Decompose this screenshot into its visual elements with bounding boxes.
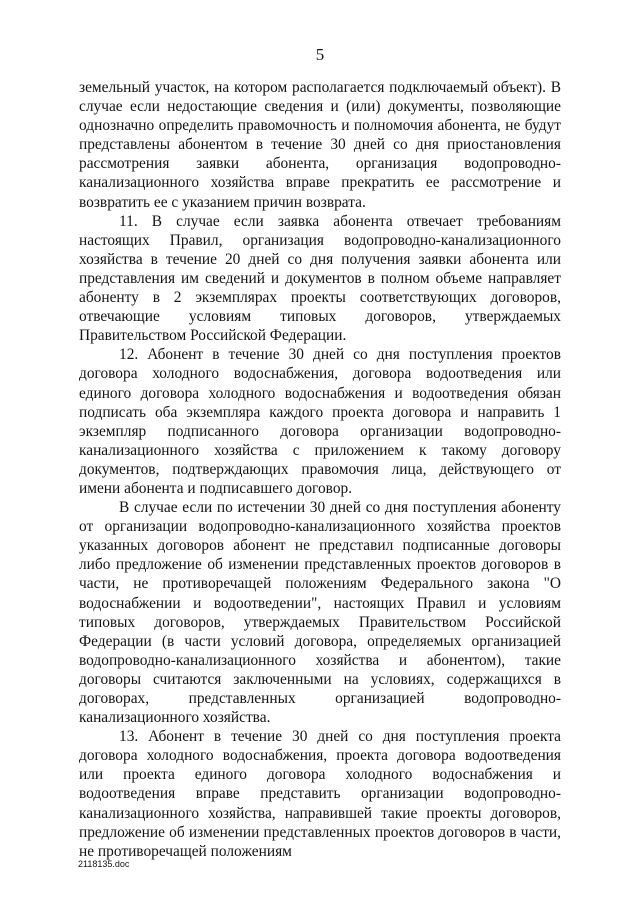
document-body	[79, 78, 561, 861]
footer-filename: 2118135.doc	[78, 859, 130, 869]
paragraph-12: 12. Абонент в течение 30 дней со дня поступления проектов договора холодного водоснабжения, договора водоотведения или единого договора холодного водоснабжения и водоотведения обязан подписать оба экземпляра каждого проекта договора и направить 1 экземпляр подписанного договора организации водопроводно-канализационного хозяйства с приложением к такому договору документов, подтверждающих правомочия лица, действующего от имени абонента и подписавшего договор.	[79, 346, 561, 497]
paragraph-continuation: земельный участок, на котором располагается подключаемый объект). В случае если недостающие сведения и (или) документы, позволяющие однозначно определить правомочность и полномочия абонента, не будут представлены абонентом в течение 30 дней со дня приостановления рассмотрения заявки абонента, организация водопроводно-канализационного хозяйства вправе прекратить ее рассмотрение и возвратить ее с указанием причин возврата.	[79, 79, 561, 211]
paragraph-13: 13. Абонент в течение 30 дней со дня поступления проекта договора холодного водоснабжения, проекта договора водоотведения или проекта единого договора холодного водоснабжения и водоотведения вправе представить организации водопроводно-канализационного хозяйства, направившей такие проекты договоров, предложение об изменении представленных проектов договоров в части, не противоречащей положениям	[79, 728, 561, 860]
paragraph-11: 11. В случае если заявка абонента отвечает требованиям настоящих Правил, организация водопроводно-канализационного хозяйства в течение 20 дней со дня получения заявки абонента или представления им сведений и документов в полном объеме направляет абоненту в 2 экземплярах проекты соответствующих договоров, отвечающие условиям типовых договоров, утверждаемых Правительством Российской Федерации.	[79, 212, 561, 345]
page-number: 5	[315, 45, 325, 64]
paragraph-12-second: В случае если по истечении 30 дней со дня поступления абоненту от организации водопроводно-канализационного хозяйства проектов указанных договоров абонент не представил подписанные договоры либо предложение об изменении представленных проектов договоров в части, не противоречащей положениям Федерального закона "О водоснабжении и водоотведении", настоящих Правил и условиям типовых договоров, утверждаемых Правительством Российской Федерации (в части условий договора, определяемых организацией водопроводно-канализационного хозяйства и абонентом), такие договоры считаются заключенными на условиях, содержащихся в договорах, представленных организацией водопроводно-канализационного хозяйства.	[79, 499, 561, 727]
